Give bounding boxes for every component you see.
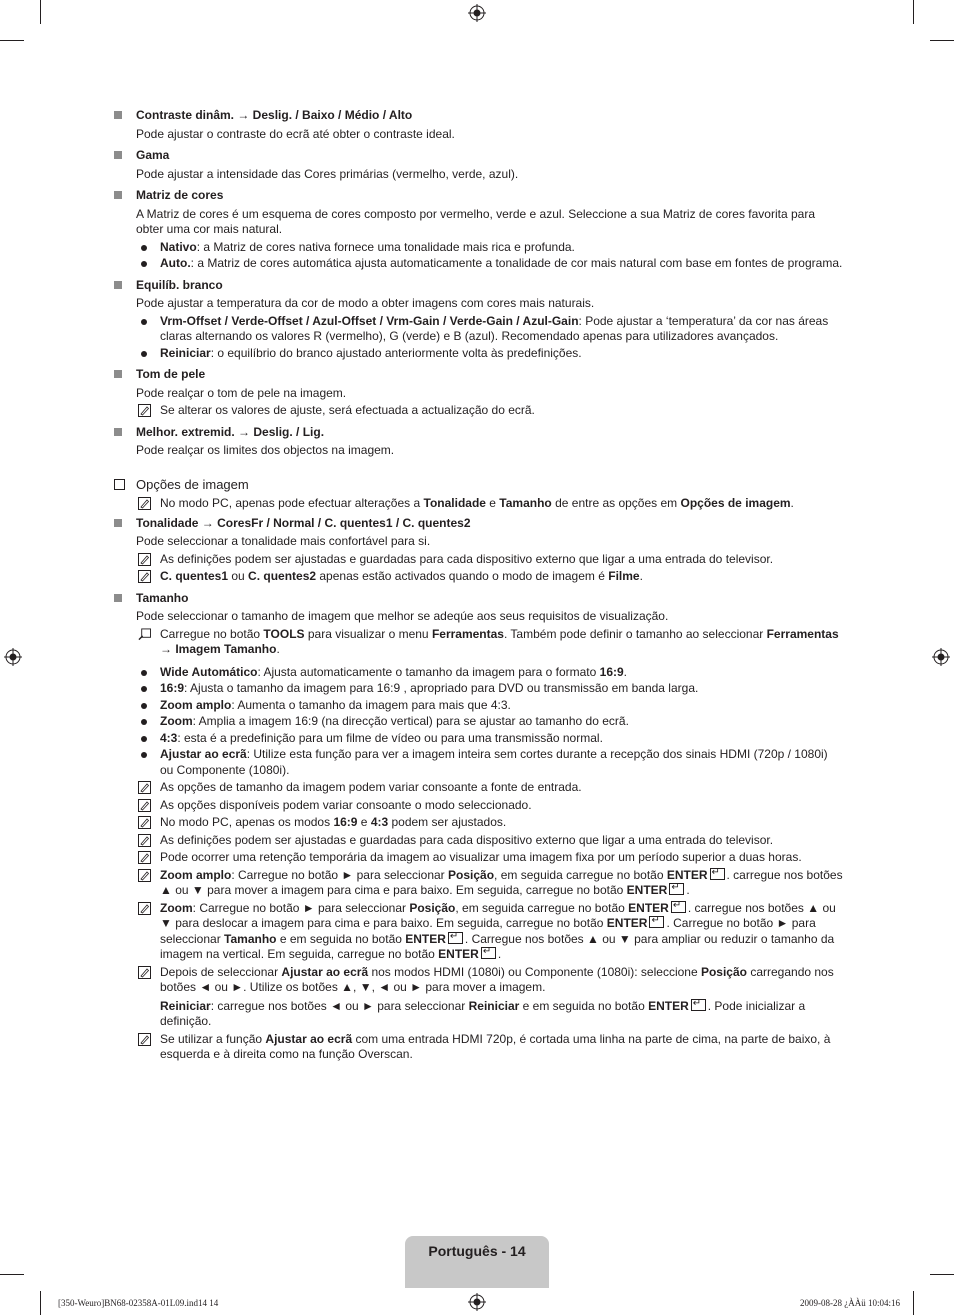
text: : esta é a predefinição para um filme de vídeo ou para uma transmissão normal.	[177, 730, 603, 745]
text: : Utilize esta função para ver a imagem inteira sem cortes durante a recepção dos sinais HDMI (720p / 1080i) ou Componente (1080i).	[160, 747, 828, 777]
item-heading: Tonalidade → CoresFr / Normal / C. quentes1 / C. quentes2	[136, 515, 471, 530]
enter-label: ENTER	[438, 947, 479, 961]
note-text: As opções de tamanho da imagem podem variar consoante a fonte de entrada.	[160, 780, 582, 794]
term: Auto.	[160, 256, 191, 270]
term: Reiniciar	[160, 998, 211, 1013]
term: Posição	[700, 964, 747, 979]
item-description: Pode ajustar a intensidade das Cores primárias (vermelho, verde, azul).	[136, 166, 519, 181]
text: No modo PC, apenas pode efectuar alterações a	[160, 496, 424, 510]
term: Tonalidade	[423, 496, 486, 510]
term: Nativo	[160, 239, 197, 254]
note-icon	[138, 869, 151, 882]
note-text: As opções disponíveis podem variar consoante o modo seleccionado.	[160, 797, 532, 812]
term: 4:3	[160, 730, 178, 745]
section-heading-opcoes	[112, 477, 844, 493]
note-icon	[138, 1033, 151, 1046]
term: Posição	[409, 900, 456, 915]
bullet-icon	[141, 261, 147, 267]
term: Reiniciar	[468, 998, 520, 1013]
bullet-icon	[141, 319, 147, 325]
term: Filme	[608, 569, 640, 583]
enter-icon	[649, 916, 664, 928]
note	[136, 569, 844, 585]
registration-mark-icon	[468, 1293, 486, 1311]
item-heading: Gama	[136, 148, 170, 162]
note-icon	[138, 553, 151, 566]
registration-mark-icon	[4, 648, 22, 666]
menu-item-equilibrio	[112, 278, 844, 362]
slug-left: [350-Weuro]BN68-02358A-01L09.ind14 14	[58, 1298, 219, 1308]
note-text: Se alterar os valores de ajuste, será efectuada a actualização do ecrã.	[160, 403, 535, 417]
reset-note	[160, 999, 844, 1030]
text: , em seguida carregue no botão	[455, 900, 629, 915]
text: : o equilíbrio do branco ajustado anteriormente volta às predefinições.	[210, 345, 582, 360]
square-bullet-icon	[114, 594, 122, 602]
square-bullet-icon	[114, 191, 122, 199]
crop-mark	[930, 40, 954, 41]
page-number-tab	[405, 1236, 549, 1288]
item-description: Pode seleccionar o tamanho de imagem que melhor se adeqúe aos seus requisitos de visualização.	[136, 609, 669, 623]
enter-label: ENTER	[626, 883, 668, 897]
menu-item-contraste	[112, 108, 844, 142]
text: : Amplia a imagem 16:9 (na direcção vertical) para se ajustar ao tamanho do ecrã.	[192, 714, 629, 728]
enter-icon	[481, 947, 496, 959]
crop-mark	[913, 0, 914, 24]
note	[136, 1032, 844, 1063]
term: TOOLS	[263, 626, 305, 641]
note	[136, 780, 844, 796]
text: , em seguida carregue no botão	[494, 867, 667, 882]
square-bullet-icon	[114, 281, 122, 289]
term: Tamanho	[499, 496, 552, 510]
note-icon	[138, 404, 151, 417]
text: para visualizar o menu	[304, 626, 432, 641]
text: Depois de seleccionar	[160, 964, 282, 979]
list-item	[136, 731, 844, 747]
item-heading: Matriz de cores	[136, 188, 224, 202]
note	[136, 901, 844, 963]
item-description: Pode realçar o tom de pele na imagem.	[136, 385, 347, 400]
text: podem ser ajustados.	[388, 815, 507, 829]
section-title: Opções de imagem	[136, 476, 249, 492]
item-heading: Equilíb. branco	[136, 277, 223, 292]
text: : a Matriz de cores automática ajusta automaticamente a tonalidade de cor mais natural com base em fontes de programa.	[190, 256, 843, 270]
text: com uma entrada HDMI 720p, é cortada uma linha na parte de cima, na parte de baixo, à esquerda e à direita como na função Overscan.	[160, 1031, 831, 1061]
text: : Carregue no botão ► para seleccionar	[192, 900, 410, 915]
term: 16:9	[599, 664, 624, 679]
crop-mark	[0, 40, 24, 41]
term: 4:3	[370, 815, 389, 829]
menu-item-gama	[112, 148, 844, 182]
list-item	[136, 256, 844, 272]
item-description: Pode ajustar a temperatura da cor de modo a obter imagens com cores mais naturais.	[136, 296, 595, 310]
enter-icon	[710, 868, 725, 880]
enter-label: ENTER	[648, 998, 689, 1013]
note	[136, 403, 844, 419]
text: . Carregue nos botões ▲ ou ▼ para ampliar ou reduzir o tamanho da imagem na vertical. Em seguida, carregue no botão	[160, 931, 835, 961]
note	[136, 815, 844, 831]
note-icon	[138, 851, 151, 864]
term: Reiniciar	[160, 345, 211, 360]
text: .	[639, 569, 643, 583]
item-heading: Tom de pele	[136, 367, 206, 381]
text: : Ajusta automaticamente o tamanho da imagem para o formato	[257, 664, 600, 679]
text: : a Matriz de cores nativa fornece uma tonalidade mais rica e profunda.	[196, 239, 575, 254]
note	[136, 496, 844, 512]
note-icon	[138, 799, 151, 812]
term: Tamanho	[224, 931, 277, 946]
note-text: As definições podem ser ajustadas e guardadas para cada dispositivo externo que ligar a uma entrada do televisor.	[160, 832, 774, 847]
opcoes-note-block	[112, 496, 844, 512]
text: . Pode inicializar a definição.	[160, 998, 806, 1028]
text: .	[276, 642, 280, 656]
note	[136, 850, 844, 866]
text: carregando nos botões ◄ ou ►. Utilize os botões ▲, ▼, ◄ ou ► para mover a imagem.	[160, 964, 834, 994]
text: .	[623, 664, 628, 679]
bullet-icon	[141, 719, 147, 725]
list-item	[136, 681, 844, 697]
square-bullet-icon	[114, 428, 122, 436]
enter-icon	[448, 932, 463, 944]
enter-label: ENTER	[628, 900, 669, 915]
note-icon	[138, 781, 151, 794]
bullet-icon	[141, 351, 147, 357]
enter-label: ENTER	[405, 931, 446, 946]
enter-icon	[669, 883, 684, 895]
square-bullet-icon	[114, 111, 122, 119]
term: Zoom amplo	[160, 867, 232, 882]
list-item	[136, 240, 844, 256]
note-icon	[138, 497, 151, 510]
page-content	[112, 108, 844, 1069]
term: C. quentes1	[160, 569, 229, 583]
list-item	[136, 346, 844, 362]
text: ou	[228, 569, 249, 583]
menu-item-melhor-extremid	[112, 425, 844, 459]
text: .	[790, 496, 794, 510]
note-icon	[138, 966, 151, 979]
crop-mark	[913, 1291, 914, 1315]
bullet-icon	[141, 686, 147, 692]
text: e em seguida no botão	[276, 931, 406, 946]
slug-right: 2009-08-28 ¿ÀÀü 10:04:16	[800, 1298, 900, 1308]
list-item	[136, 714, 844, 730]
note	[136, 965, 844, 1030]
text: : Aumenta o tamanho da imagem para mais que 4:3.	[231, 697, 511, 712]
text: : Pode ajustar a ‘temperatura’ da cor nas áreas claras alternando os valores R (vermelho), G (verde) e B (azul). Recomendado apenas para utilizadores avançados.	[160, 313, 829, 343]
text: Se utilizar a função	[160, 1031, 266, 1046]
menu-item-matriz	[112, 188, 844, 272]
term: Ajustar ao ecrã	[160, 747, 247, 761]
item-heading: Contraste dinâm. → Deslig. / Baixo / Médio / Alto	[136, 108, 413, 122]
enter-icon	[671, 901, 686, 913]
term: 16:9	[333, 815, 358, 829]
text: . carregue nos botões ▲ ou ▼ para deslocar a imagem para cima e para baixo. Em seguida, carregue no botão	[160, 900, 836, 930]
note-icon	[138, 834, 151, 847]
bullet-icon	[141, 670, 147, 676]
item-description: Pode ajustar o contraste do ecrã até obter o contraste ideal.	[136, 126, 455, 141]
note-icon	[138, 816, 151, 829]
text: . Também pode definir o tamanho ao seleccionar	[503, 626, 767, 641]
item-heading: Tamanho	[136, 590, 189, 605]
note-icon	[138, 902, 151, 915]
text: : carregue nos botões ◄ ou ► para seleccionar	[210, 998, 469, 1013]
note-icon	[138, 570, 151, 583]
note-text: Pode ocorrer uma retenção temporária da imagem ao visualizar uma imagem fixa por um período superior a duas horas.	[160, 850, 802, 864]
item-description: Pode realçar os limites dos objectos na imagem.	[136, 443, 395, 457]
enter-label: ENTER	[606, 916, 648, 930]
term: Ajustar ao ecrã	[265, 1031, 353, 1046]
text: .	[497, 947, 502, 961]
item-description: Pode seleccionar a tonalidade mais confortável para si.	[136, 534, 431, 548]
text: e em seguida no botão	[519, 998, 649, 1013]
enter-icon	[691, 999, 706, 1011]
menu-item-tonalidade	[112, 516, 844, 585]
bullet-icon	[141, 703, 147, 709]
term: Zoom	[160, 900, 193, 915]
term: Zoom	[160, 714, 193, 728]
list-item	[136, 698, 844, 714]
term: Opções de imagem	[680, 496, 791, 510]
registration-mark-icon	[468, 4, 486, 22]
crop-mark	[930, 1274, 954, 1275]
term: 16:9	[160, 681, 185, 695]
term: Ajustar ao ecrã	[281, 964, 369, 979]
term: Ferramentas → Imagem Tamanho	[160, 626, 839, 656]
tools-icon	[138, 628, 152, 641]
term: Posição	[448, 867, 495, 882]
menu-item-tamanho	[112, 591, 844, 1063]
text: Carregue no botão	[160, 626, 264, 641]
bullet-icon	[141, 752, 147, 758]
item-description: A Matriz de cores é um esquema de cores composto por vermelho, verde e azul. Seleccione a sua Matriz de cores favorita para obter uma cor mais natural.	[136, 206, 815, 236]
term: Vrm-Offset / Verde-Offset / Azul-Offset / Vrm-Gain / Verde-Gain / Azul-Gain	[160, 313, 579, 328]
square-bullet-icon	[114, 370, 122, 378]
note	[136, 552, 844, 568]
tools-note	[136, 627, 844, 658]
text: e	[357, 815, 371, 829]
text: nos modos HDMI (1080i) ou Componente (1080i): seleccione	[368, 964, 701, 979]
crop-mark	[40, 1291, 41, 1315]
note	[136, 833, 844, 849]
list-item	[136, 665, 844, 681]
text: . carregue nos botões ▲ ou ▼ para mover a imagem para cima e para baixo. Em seguida, carregue no botão	[160, 867, 843, 897]
checkbox-bullet-icon	[114, 479, 125, 490]
term: C. quentes2	[248, 569, 317, 583]
crop-mark	[0, 1274, 24, 1275]
page-label: Português - 14	[428, 1243, 526, 1259]
registration-mark-icon	[932, 648, 950, 666]
bullet-icon	[141, 245, 147, 251]
menu-item-tom-de-pele	[112, 367, 844, 419]
term: Zoom amplo	[160, 697, 232, 712]
note-text: As definições podem ser ajustadas e guardadas para cada dispositivo externo que ligar a uma entrada do televisor.	[160, 551, 774, 566]
enter-label: ENTER	[666, 867, 708, 882]
text: : Carregue no botão ► para seleccionar	[231, 867, 449, 882]
term: Ferramentas	[431, 626, 504, 641]
text: e	[485, 496, 500, 510]
note	[136, 798, 844, 814]
square-bullet-icon	[114, 151, 122, 159]
text: de entre as opções em	[551, 496, 681, 510]
note	[136, 868, 844, 899]
crop-mark	[40, 0, 41, 24]
item-heading: Melhor. extremid. → Deslig. / Lig.	[136, 424, 325, 439]
text: : Ajusta o tamanho da imagem para 16:9 , apropriado para DVD ou transmissão em banda larga.	[184, 681, 699, 695]
square-bullet-icon	[114, 519, 122, 527]
bullet-icon	[141, 736, 147, 742]
list-item	[136, 747, 844, 778]
list-item	[136, 314, 844, 345]
term: Wide Automático	[160, 664, 258, 679]
text: . Carregue no botão ► para seleccionar	[160, 916, 816, 946]
text: No modo PC, apenas os modos	[160, 815, 334, 829]
text: apenas estão activados quando o modo de imagem é	[316, 569, 609, 583]
text: .	[686, 883, 690, 897]
